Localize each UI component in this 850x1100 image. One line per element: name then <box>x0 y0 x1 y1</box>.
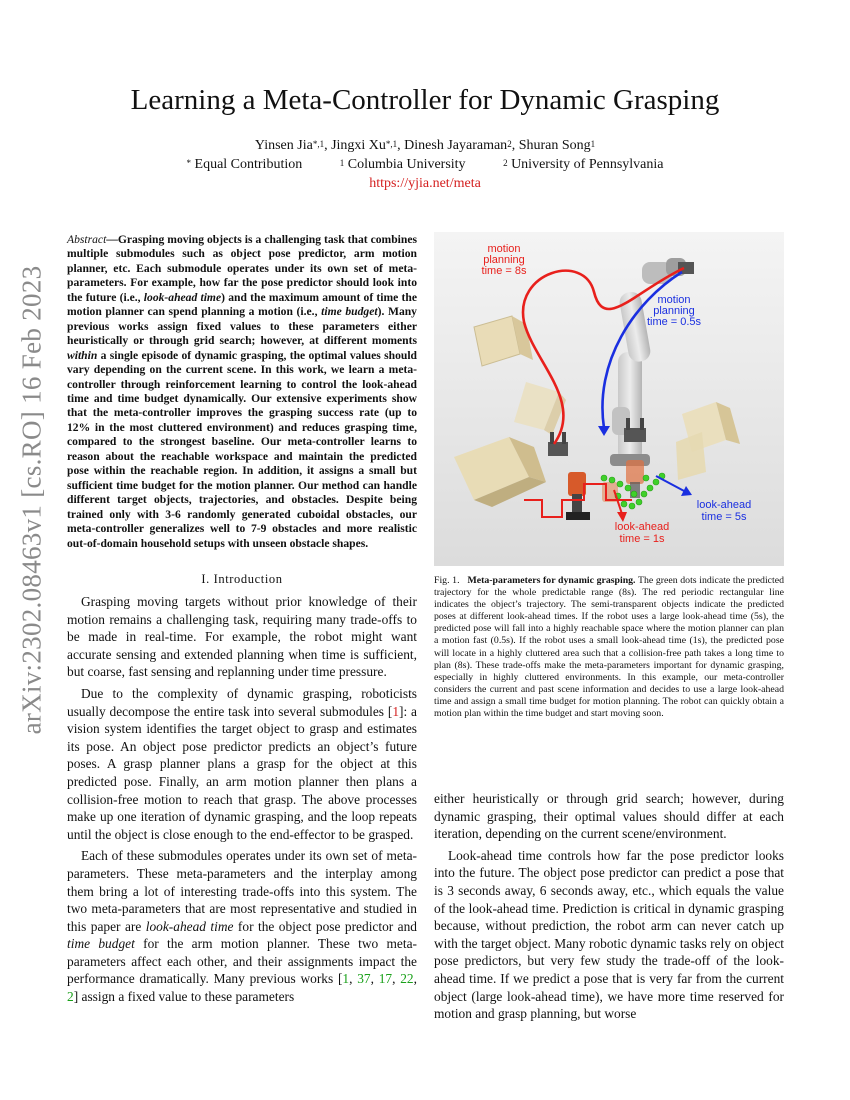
figure-1 <box>434 232 784 566</box>
project-url[interactable]: https://yjia.net/meta <box>369 176 481 191</box>
citation-link[interactable]: 2 <box>67 989 74 1005</box>
author: Shuran Song <box>518 138 591 153</box>
paragraph: Each of these submodules operates under its own set of meta-parameters. These meta-parameters and the interplay among them bring a lot of interesting trade-offs into this system. The two meta-parameters that are most representative and studied in this paper are look-ahead time for the object pose predictor and time budget for the arm motion planner. These two meta-parameters affect each other, and their assignments impact the performance dramatically. Many previous works [1, 37, 17, 22, 2] assign a fixed value to these parameters <box>67 848 417 1005</box>
author-sup: 2 <box>507 139 512 149</box>
section-heading: I. Introduction <box>201 572 283 586</box>
affil-sup: * <box>186 158 192 168</box>
intro-left-column <box>67 593 417 1010</box>
paragraph: Look-ahead time controls how far the pose predictor looks into the future. The object pose predictor can predict a pose that is 3 seconds away, 6 seconds away, etc., which equals the value of the look-ahead time. Prediction is critical in dynamic grasping because, without prediction, the robot arm can never catch up with the target object. Many robotic dynamic tasks rely on object pose predictors, but very few study the trade-off of the look-ahead time. If we predict a pose that is very far from the current object (large look-ahead time), we have more time reserved for motion and grasp planning, but worse <box>434 847 784 1022</box>
label-lookahead-1s: time = 1s <box>619 533 665 545</box>
label-motion-planning-0.5s: motion <box>657 294 691 306</box>
label-lookahead-5s: look-ahead <box>696 499 752 511</box>
paragraph: either heuristically or through grid search; however, during dynamic grasping, their optimal values should differ at each iteration, depending on the current scene/environment. <box>434 791 784 842</box>
arxiv-id[interactable]: arXiv:2302.08463v1 [cs.RO] 16 Feb 2023 <box>16 265 47 735</box>
label-lookahead-1s: look-ahead <box>614 521 670 533</box>
author-list: Yinsen Jia$^{*,1}$, Jingxi $Xu^{*,1}$, Dinesh Jayaraman$^2$, Shuran Song$^1$ <box>254 138 596 153</box>
affiliations <box>0 156 850 174</box>
caption-title: Meta-parameters for dynamic grasping. <box>467 575 636 586</box>
author-sup: 1 <box>590 139 596 149</box>
abstract-text: ). Many previous works assign fixed values to these parameters either heuristically or through grid search; however, at different moments <box>67 305 417 348</box>
paragraph: Due to the complexity of dynamic grasping, roboticists usually decompose the entire task into several submodules [1]: a vision system identifies the target object to grasp and estimates its pose. An object pose predictor predicts an object’s future poses. A grasp planner plans a grasp for the object at this predicted pose. Finally, an arm motion planner then plans a collision-free motion to reach that grasp. The above processes make up one iteration of dynamic grasping, and the loop repeats until the object is close enough to the end-effector to be grasped. <box>67 685 417 842</box>
paper-title: Learning a Meta-Controller for Dynamic Grasping <box>130 84 720 116</box>
citation-link[interactable]: 1 <box>392 703 400 719</box>
abstract-text: ) and the maximum amount of time the motion planner can spend planning a motion (i.e., <box>67 290 418 319</box>
label-motion-planning-0.5s: planning <box>653 305 695 317</box>
label-motion-planning-8s: time = 8s <box>481 265 527 277</box>
figure-caption <box>434 575 784 720</box>
abstract-text: —Grasping moving objects is a challenging task that combines multiple submodules such as object pose predictor, arm motion planner, etc. Each submodule operates under its own set of meta-parameters. For example, how far the pose predictor should look into the future (i.e., <box>67 233 417 304</box>
affil-columbia: Columbia University <box>347 157 466 172</box>
abstract-emph: time budget <box>321 305 378 319</box>
equal-contribution: Equal Contribution <box>194 157 303 172</box>
affil-sup: 1 <box>339 158 345 168</box>
affil-sup: 2 <box>503 158 508 168</box>
citation-link[interactable]: 22 <box>400 971 414 987</box>
label-motion-planning-8s: planning <box>483 254 525 266</box>
affil-penn: University of Pennsylvania <box>511 157 664 172</box>
abstract-emph: look-ahead time <box>143 290 222 304</box>
citation-link[interactable]: 17 <box>378 971 393 987</box>
author-sup: *,1 <box>312 139 325 149</box>
label-motion-planning-0.5s: time = 0.5s <box>646 316 702 328</box>
author: Yinsen Jia <box>254 138 313 153</box>
abstract-label: Abstract <box>67 233 107 246</box>
arxiv-stamp <box>11 265 53 735</box>
author-sup: *,1 <box>385 139 398 149</box>
author: Dinesh Jayaraman <box>404 138 508 153</box>
label-motion-planning-8s: motion <box>487 243 521 255</box>
intro-right-column <box>434 790 784 1027</box>
figure-illustration <box>434 232 784 566</box>
abstract <box>67 233 417 551</box>
citation-link[interactable]: 1 <box>342 971 350 987</box>
abstract-text: a single episode of dynamic grasping, the optimal values should vary depending on the current scene. In this work, we learn a meta-controller through reinforcement learning to control the look-ahead time and time budget dynamically. Our extensive experiments show that the meta-controller improves the grasping success rate (up to 12% in the most cluttered environment) and reduces grasping time, compared to the strongest baseline. Our meta-controller learns to reason about the reachable workspace and maintain the predicted pose within the reachable region. In addition, it assigns a small but sufficient time budget for the motion planner. Our method can handle different target objects, trajectories, and obstacles. Despite being trained only with 3-6 randomly generated cuboidal obstacles, our meta-controller generalizes well to 7-9 obstacles and more realistic out-of-domain household setups with unseen obstacle shapes. <box>67 348 417 550</box>
paragraph: Grasping moving targets without prior knowledge of their motion remains a challenging task, requiring many trade-offs to be made in real-time. For example, the robot might want accurate sensing and extended planning when time is sufficient, but coarse, fast sensing and replanning under time pressure. <box>67 594 417 680</box>
caption-text: The green dots indicate the predicted trajectory for the whole predictable range (8s). The red periodic rectangular line indicates the object’s trajectory. The semi-transparent objects indicate the predicted poses at different look-ahead times. If the robot uses a large look-ahead time (5s), the predicted pose will fall into a highly reachable space where the motion planner can plan a motion fast (0.5s). If the robot uses a small look-ahead time (1s), the predicted pose will locate in a highly cluttered area such that a collision-free path takes a long time to plan (8s). These trade-offs make the meta-parameters important for dynamic grasping, especially in highly cluttered environments. In this example, our meta-controller considers the current and past scene information and decides to use a large look-ahead time and assign a small time budget for motion planning. The robot can quickly obtain a motion plan within the time budget and start moving soon. <box>434 575 784 720</box>
citation-link[interactable]: 37 <box>357 971 371 987</box>
author: Jingxi Xu <box>331 138 386 153</box>
abstract-emph: within <box>67 348 98 362</box>
label-lookahead-5s: time = 5s <box>701 511 747 523</box>
caption-label: Fig. 1. <box>434 575 460 586</box>
